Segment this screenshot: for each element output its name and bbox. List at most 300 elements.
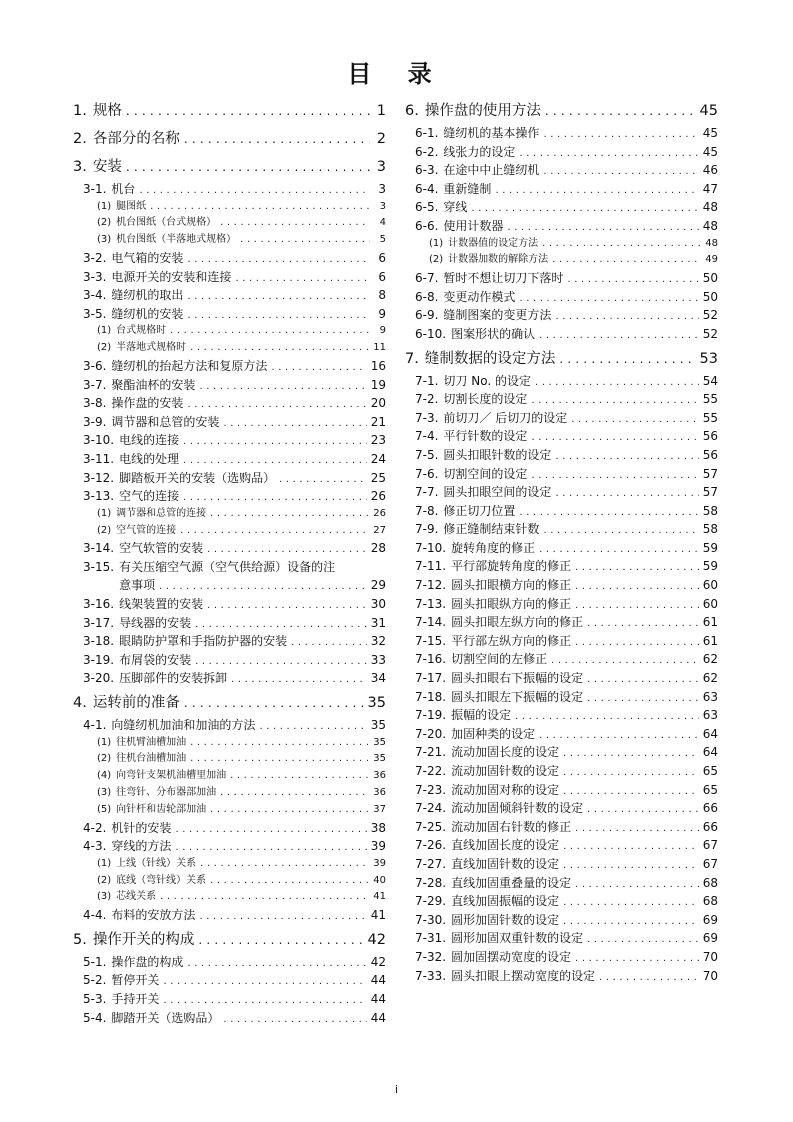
toc-entry-number: 3-12. <box>83 470 115 485</box>
toc-entry-title: 圆头扣眼左下振幅的设定 <box>451 689 584 704</box>
toc-entry[interactable] <box>405 557 718 576</box>
toc-entry[interactable] <box>73 856 386 873</box>
toc-entry-title: 流动加固对称的设定 <box>451 782 560 797</box>
toc-entry[interactable] <box>73 357 386 376</box>
toc-entry-page: 67 <box>702 856 718 871</box>
toc-entry-page: 40 <box>373 874 386 886</box>
toc-entry[interactable] <box>73 469 386 488</box>
toc-entry-page: 57 <box>702 485 718 500</box>
toc-entry[interactable] <box>405 325 718 344</box>
toc-entry-title: 圆加固摆动宽度的设定 <box>451 949 572 964</box>
toc-entry-page: 25 <box>370 470 386 485</box>
toc-entry-page: 48 <box>705 237 718 249</box>
toc-entry-number: 3-6. <box>83 358 107 373</box>
toc-entry[interactable] <box>405 688 718 707</box>
toc-entry-title: 振幅的设定 <box>451 708 512 723</box>
toc-entry[interactable] <box>73 651 386 670</box>
toc-entry-title: 往机台油槽加油 <box>116 753 187 765</box>
toc-entry[interactable] <box>73 990 386 1009</box>
toc-entry-page: 16 <box>370 358 386 373</box>
toc-entry-number: 7-8. <box>415 503 439 518</box>
toc-entry-page: 26 <box>370 489 386 504</box>
toc-entry-number: 4. <box>73 695 87 712</box>
toc-entry[interactable] <box>405 613 718 632</box>
toc-entry-number: 3-17. <box>83 615 115 630</box>
toc-entry-page: 69 <box>702 912 718 927</box>
toc-entry[interactable] <box>405 762 718 781</box>
toc-entry-page: 59 <box>702 540 718 555</box>
toc-entry-page: 3 <box>378 182 386 196</box>
toc-entry[interactable] <box>405 269 718 288</box>
toc-entry[interactable] <box>73 953 386 972</box>
toc-dot-leader <box>180 523 369 540</box>
toc-entry[interactable] <box>405 967 718 986</box>
toc-entry[interactable] <box>73 690 386 716</box>
toc-entry[interactable] <box>73 1009 386 1028</box>
toc-entry-title: 腿图纸 <box>116 200 147 212</box>
toc-entry-number: 6-8. <box>415 289 439 304</box>
toc-entry[interactable] <box>405 743 718 762</box>
toc-entry-number: (3) <box>97 787 112 799</box>
toc-entry-page: 60 <box>702 578 718 593</box>
toc-entry[interactable] <box>405 892 718 911</box>
toc-entry-number: 3-4. <box>83 288 107 303</box>
toc-entry-number: 1. <box>73 103 87 119</box>
toc-entry-page: 9 <box>378 306 386 321</box>
toc-entry-number: 3-7. <box>83 377 107 392</box>
toc-entry-number: (1) <box>97 507 112 519</box>
toc-entry-page: 41 <box>370 908 386 923</box>
toc-entry[interactable] <box>405 632 718 651</box>
toc-entry-title: 重新缝制 <box>443 181 492 196</box>
toc-entry-page: 55 <box>702 410 718 425</box>
toc-entry[interactable] <box>73 506 386 523</box>
toc-entry[interactable] <box>405 855 718 874</box>
toc-entry-number: 7-14. <box>415 615 447 630</box>
toc-entry-title: 切割空间的左修正 <box>451 652 548 667</box>
toc-entry-title: 半落地式规格时 <box>116 342 187 354</box>
toc-entry[interactable] <box>405 390 718 409</box>
toc-entry-title: 旋转角度的修正 <box>451 540 536 555</box>
toc-entry[interactable] <box>73 576 386 595</box>
toc-entry[interactable] <box>73 889 386 906</box>
toc-entry[interactable] <box>73 413 386 432</box>
toc-entry[interactable] <box>73 232 386 249</box>
toc-entry-page: 2 <box>376 131 386 147</box>
toc-entry-number: 7-10. <box>415 540 447 555</box>
toc-dot-leader <box>184 126 370 152</box>
toc-entry-number: 7. <box>405 350 419 367</box>
toc-entry-page: 58 <box>702 503 718 518</box>
toc-entry-number: 3-11. <box>83 451 115 466</box>
toc-entry[interactable] <box>405 502 718 521</box>
toc-dot-leader <box>190 340 369 357</box>
toc-dot-leader <box>150 199 370 216</box>
toc-entry[interactable] <box>405 911 718 930</box>
toc-entry-title: 修正缝制结束针数 <box>443 522 540 537</box>
toc-entry-title: 导线器的安装 <box>119 615 192 630</box>
toc-dot-leader <box>240 232 370 249</box>
toc-entry-title: 切割长度的设定 <box>443 392 528 407</box>
toc-entry-number: (2) <box>97 753 112 765</box>
toc-entry-number: 7-12. <box>415 578 447 593</box>
toc-entry[interactable] <box>73 768 386 785</box>
toc-entry-page: 3 <box>379 200 386 212</box>
toc-entry-title: 穿线 <box>443 200 468 215</box>
toc-entry[interactable] <box>73 614 386 633</box>
toc-entry-number: 3-14. <box>83 541 115 556</box>
toc-entry-number: 7-27. <box>415 856 447 871</box>
toc-entry[interactable] <box>73 819 386 838</box>
toc-entry-number: 3-2. <box>83 250 107 265</box>
toc-dot-leader <box>535 374 699 393</box>
toc-dot-leader <box>587 615 699 634</box>
toc-entry[interactable] <box>405 180 718 199</box>
toc-dot-leader <box>519 504 698 523</box>
toc-entry-page: 35 <box>373 736 386 748</box>
toc-entry-page: 39 <box>370 839 386 854</box>
toc-entry-title: 上线（针线）关系 <box>116 857 197 869</box>
toc-entry-page: 42 <box>370 954 386 969</box>
toc-entry-page: 66 <box>702 819 718 834</box>
toc-entry-page: 20 <box>370 396 386 411</box>
toc-dot-leader <box>567 271 698 290</box>
toc-dot-leader <box>563 745 699 764</box>
toc-entry[interactable] <box>73 735 386 752</box>
toc-entry-number: 4-4. <box>83 908 107 923</box>
toc-dot-leader <box>575 578 699 597</box>
toc-entry-title: 各部分的名称 <box>92 131 180 147</box>
toc-entry[interactable] <box>405 799 718 818</box>
toc-entry[interactable] <box>73 785 386 802</box>
toc-entry-number: 7-26. <box>415 838 447 853</box>
toc-entry-title: 直线加固长度的设定 <box>451 838 560 853</box>
toc-entry[interactable] <box>73 450 386 469</box>
toc-entry-number: 7-18. <box>415 689 447 704</box>
toc-entry[interactable] <box>405 595 718 614</box>
toc-entry-number: 6-1. <box>415 126 439 140</box>
toc-entry-number: (1) <box>97 736 112 748</box>
toc-entry-title: 平行部左纵方向的修正 <box>451 633 572 648</box>
toc-entry-number: 7-9. <box>415 522 439 537</box>
toc-entry-page: 52 <box>702 308 718 323</box>
toc-entry-page: 41 <box>373 891 386 903</box>
toc-entry-number: 7-7. <box>415 485 439 500</box>
toc-entry[interactable] <box>405 818 718 837</box>
toc-dot-leader <box>571 411 698 430</box>
toc-entry[interactable] <box>73 837 386 856</box>
toc-entry[interactable] <box>73 802 386 819</box>
toc-entry-page: 44 <box>370 973 386 988</box>
toc-entry-number: 3-19. <box>83 652 115 667</box>
toc-entry-title: 台式规格时 <box>116 325 167 337</box>
toc-entry-page: 65 <box>702 782 718 797</box>
toc-entry[interactable] <box>405 161 718 180</box>
toc-entry-number: 7-31. <box>415 931 447 946</box>
toc-entry-title: 切刀 No. 的设定 <box>443 373 531 388</box>
toc-entry-title: 缝制图案的变更方法 <box>443 308 552 323</box>
toc-entry[interactable] <box>405 520 718 539</box>
toc-entry-number: (2) <box>97 342 112 354</box>
toc-entry-number: 7-22. <box>415 764 447 778</box>
toc-entry-page: 35 <box>373 753 386 765</box>
toc-entry-title: 机台图纸（半落地式规格） <box>116 234 237 246</box>
toc-entry-title: 操作盘的使用方法 <box>424 103 541 119</box>
toc-entry[interactable] <box>73 323 386 340</box>
toc-entry[interactable] <box>405 781 718 800</box>
toc-entry[interactable] <box>405 346 718 372</box>
toc-entry-number: 4-2. <box>83 820 107 835</box>
toc-entry[interactable] <box>73 180 386 199</box>
toc-entry[interactable] <box>405 929 718 948</box>
toc-entry-title: 脚踏开关（选购品） <box>111 1010 220 1025</box>
toc-dot-leader <box>555 448 698 467</box>
toc-entry-page: 63 <box>702 689 718 704</box>
toc-dot-leader <box>210 873 369 890</box>
toc-entry-number: (2) <box>97 874 112 886</box>
toc-entry-page: 28 <box>370 541 386 556</box>
toc-entry-page: 70 <box>702 949 718 964</box>
toc-entry-title: 向缝纫机加油和加油的方法 <box>111 718 256 733</box>
toc-dot-leader <box>235 270 370 289</box>
toc-entry-page: 55 <box>702 392 718 407</box>
toc-entry-title: 流动加固长度的设定 <box>451 745 560 760</box>
toc-entry-page: 21 <box>370 414 386 429</box>
toc-entry-page: 1 <box>376 103 386 119</box>
toc-entry-page: 52 <box>702 326 718 341</box>
toc-entry[interactable] <box>405 465 718 484</box>
toc-entry-page: 36 <box>373 787 386 799</box>
toc-entry[interactable] <box>73 751 386 768</box>
toc-entry-page: 11 <box>373 342 386 354</box>
toc-dot-leader <box>539 327 699 346</box>
toc-entry-page: 45 <box>702 126 718 140</box>
toc-dot-leader <box>575 597 699 616</box>
page-number: i <box>394 1083 399 1096</box>
toc-dot-leader <box>207 597 367 616</box>
toc-entry[interactable] <box>405 124 718 143</box>
toc-entry-number: 6-7. <box>415 271 439 286</box>
toc-entry-number: 7-29. <box>415 894 447 909</box>
toc-dot-leader <box>279 471 367 490</box>
toc-dot-leader <box>223 1011 366 1030</box>
toc-dot-leader <box>210 802 369 819</box>
toc-dot-leader <box>187 288 370 307</box>
toc-entry[interactable] <box>405 483 718 502</box>
toc-entry[interactable] <box>405 836 718 855</box>
toc-entry-title: 流动加固右针数的修正 <box>451 819 572 834</box>
toc-entry-title: 脚踏板开关的安装（选购品） <box>119 470 276 485</box>
toc-entry[interactable] <box>73 523 386 540</box>
toc-entry-number: 7-33. <box>415 968 447 983</box>
toc-entry[interactable] <box>405 372 718 391</box>
toc-dot-leader <box>542 236 701 253</box>
toc-entry[interactable] <box>73 249 386 268</box>
toc-entry[interactable] <box>405 217 718 236</box>
toc-entry[interactable] <box>405 725 718 744</box>
toc-entry-title: 电线的连接 <box>119 433 180 448</box>
toc-dot-leader <box>563 783 699 802</box>
toc-dot-leader <box>183 433 367 452</box>
toc-entry-page: 33 <box>370 652 386 667</box>
toc-entry-page: 44 <box>370 1010 386 1025</box>
toc-entry-title: 变更动作模式 <box>443 289 516 304</box>
toc-entry-number: 7-32. <box>415 949 447 964</box>
toc-dot-leader <box>210 506 369 523</box>
toc-entry[interactable] <box>405 706 718 725</box>
toc-entry[interactable] <box>405 143 718 162</box>
toc-dot-leader <box>471 200 698 219</box>
toc-entry[interactable] <box>73 98 386 124</box>
toc-entry-title: 穿线的方法 <box>111 839 172 854</box>
toc-entry[interactable] <box>405 576 718 595</box>
toc-entry[interactable] <box>73 199 386 216</box>
toc-entry-title: 机台图纸（台式规格） <box>116 217 217 229</box>
toc-entry-title: 往机臂油槽加油 <box>116 736 187 748</box>
toc-entry-title: 直线加固振幅的设定 <box>451 894 560 909</box>
toc-entry-number: 7-28. <box>415 875 447 890</box>
toc-entry-title: 有关压缩空气源（空气供给源）设备的注 <box>119 559 336 574</box>
toc-entry-title: 操作盘的安装 <box>111 396 184 411</box>
toc-entry-number: (2) <box>97 524 112 536</box>
toc-entry-title: 电线的处理 <box>119 451 180 466</box>
toc-entry[interactable] <box>73 394 386 413</box>
toc-entry[interactable] <box>73 376 386 395</box>
toc-entry[interactable] <box>73 340 386 357</box>
toc-entry[interactable] <box>405 427 718 446</box>
toc-dot-leader <box>223 415 366 434</box>
toc-dot-leader <box>587 931 699 950</box>
toc-entry-page: 29 <box>370 578 386 593</box>
toc-entry-number: 7-4. <box>415 429 439 444</box>
toc-dot-leader <box>126 98 370 124</box>
toc-entry[interactable] <box>405 669 718 688</box>
toc-entry-page: 56 <box>702 447 718 462</box>
toc-entry-page: 60 <box>702 596 718 611</box>
toc-entry-number: 7-1. <box>415 373 439 388</box>
toc-entry-title: 意事项 <box>119 578 156 593</box>
toc-entry-title: 平行针数的设定 <box>443 429 528 444</box>
toc-entry[interactable] <box>73 632 386 651</box>
toc-entry-title: 流动加固倾斜针数的设定 <box>451 801 584 816</box>
toc-entry[interactable] <box>73 215 386 232</box>
toc-entry[interactable] <box>73 487 386 506</box>
toc-entry[interactable] <box>405 198 718 217</box>
toc-entry-page: 5 <box>379 234 386 246</box>
toc-entry-page: 27 <box>373 524 386 536</box>
toc-entry-title: 聚酯油杯的安装 <box>111 377 196 392</box>
toc-entry[interactable] <box>405 236 718 253</box>
toc-dot-leader <box>271 359 366 378</box>
toc-entry[interactable] <box>405 874 718 893</box>
toc-dot-leader <box>587 801 699 820</box>
toc-entry-title: 在途中中止缝纫机 <box>443 163 540 178</box>
toc-entry-number: (4) <box>97 770 112 782</box>
toc-entry[interactable] <box>405 288 718 307</box>
toc-entry-number: 6-2. <box>415 144 439 159</box>
toc-entry-number: 7-16. <box>415 652 447 667</box>
toc-dot-leader <box>163 973 366 992</box>
toc-entry[interactable] <box>73 927 386 953</box>
toc-entry[interactable] <box>73 286 386 305</box>
toc-entry[interactable] <box>405 306 718 325</box>
toc-entry-number: (2) <box>429 254 444 266</box>
toc-entry[interactable] <box>73 873 386 890</box>
toc-entry-number: 7-11. <box>415 559 447 574</box>
toc-dot-leader <box>170 323 370 340</box>
toc-entry-page: 31 <box>370 615 386 630</box>
toc-entry-title: 运转前的准备 <box>92 695 180 712</box>
toc-entry-title: 使用计数器 <box>443 218 504 233</box>
toc-entry-title: 缝纫机的取出 <box>111 288 184 303</box>
toc-entry-number: 3-10. <box>83 433 115 448</box>
toc-entry[interactable] <box>73 539 386 558</box>
toc-entry-number: 7-19. <box>415 708 447 723</box>
toc-entry-number: 6-9. <box>415 308 439 323</box>
toc-entry[interactable] <box>73 669 386 688</box>
toc-entry-title: 圆形加固双重针数的设定 <box>451 931 584 946</box>
toc-entry[interactable] <box>405 650 718 669</box>
toc-entry-title: 布屑袋的安装 <box>119 652 192 667</box>
toc-entry-page: 58 <box>702 522 718 537</box>
toc-entry[interactable] <box>73 126 386 152</box>
toc-entry-title: 规格 <box>92 103 122 119</box>
toc-dot-leader <box>563 764 699 783</box>
toc-entry-title: 安装 <box>92 159 122 175</box>
toc-entry-page: 35 <box>370 718 386 733</box>
toc-entry-page: 65 <box>702 764 718 778</box>
toc-entry[interactable] <box>73 595 386 614</box>
toc-entry-page: 47 <box>702 181 718 196</box>
toc-entry-page: 61 <box>702 615 718 630</box>
toc-entry[interactable] <box>73 305 386 324</box>
toc-entry-title: 电源开关的安装和连接 <box>111 269 232 284</box>
toc-dot-leader <box>220 215 370 232</box>
toc-entry-title: 往弯针、分布器部加油 <box>116 787 217 799</box>
toc-entry[interactable] <box>73 154 386 180</box>
toc-entry[interactable] <box>405 409 718 428</box>
toc-entry[interactable] <box>405 98 718 124</box>
toc-dot-leader <box>575 559 699 578</box>
toc-entry[interactable] <box>73 716 386 735</box>
toc-dot-leader <box>555 308 698 327</box>
toc-entry-page: 62 <box>702 652 718 667</box>
toc-entry[interactable] <box>405 539 718 558</box>
toc-dot-leader <box>190 735 369 752</box>
toc-entry[interactable] <box>73 558 386 577</box>
toc-entry-page: 26 <box>373 507 386 519</box>
toc-entry-page: 53 <box>699 350 718 367</box>
toc-entry-number: 5-1. <box>83 954 107 969</box>
toc-entry-page: 68 <box>702 875 718 890</box>
toc-entry-title: 切割空间的设定 <box>443 466 528 481</box>
toc-entry[interactable] <box>405 948 718 967</box>
toc-entry-page: 24 <box>370 451 386 466</box>
toc-entry[interactable] <box>73 906 386 925</box>
toc-dot-leader <box>231 671 367 690</box>
toc-dot-leader <box>555 485 698 504</box>
toc-dot-leader <box>190 751 369 768</box>
toc-entry-title: 调节器和总管的连接 <box>116 507 207 519</box>
toc-entry[interactable] <box>73 971 386 990</box>
toc-entry-number: 3-20. <box>83 671 115 686</box>
toc-entry[interactable] <box>405 446 718 465</box>
toc-entry-title: 操作开关的构成 <box>92 931 195 948</box>
toc-entry[interactable] <box>73 268 386 287</box>
toc-entry[interactable] <box>73 431 386 450</box>
toc-dot-leader <box>543 126 698 145</box>
toc-entry[interactable] <box>405 252 718 269</box>
